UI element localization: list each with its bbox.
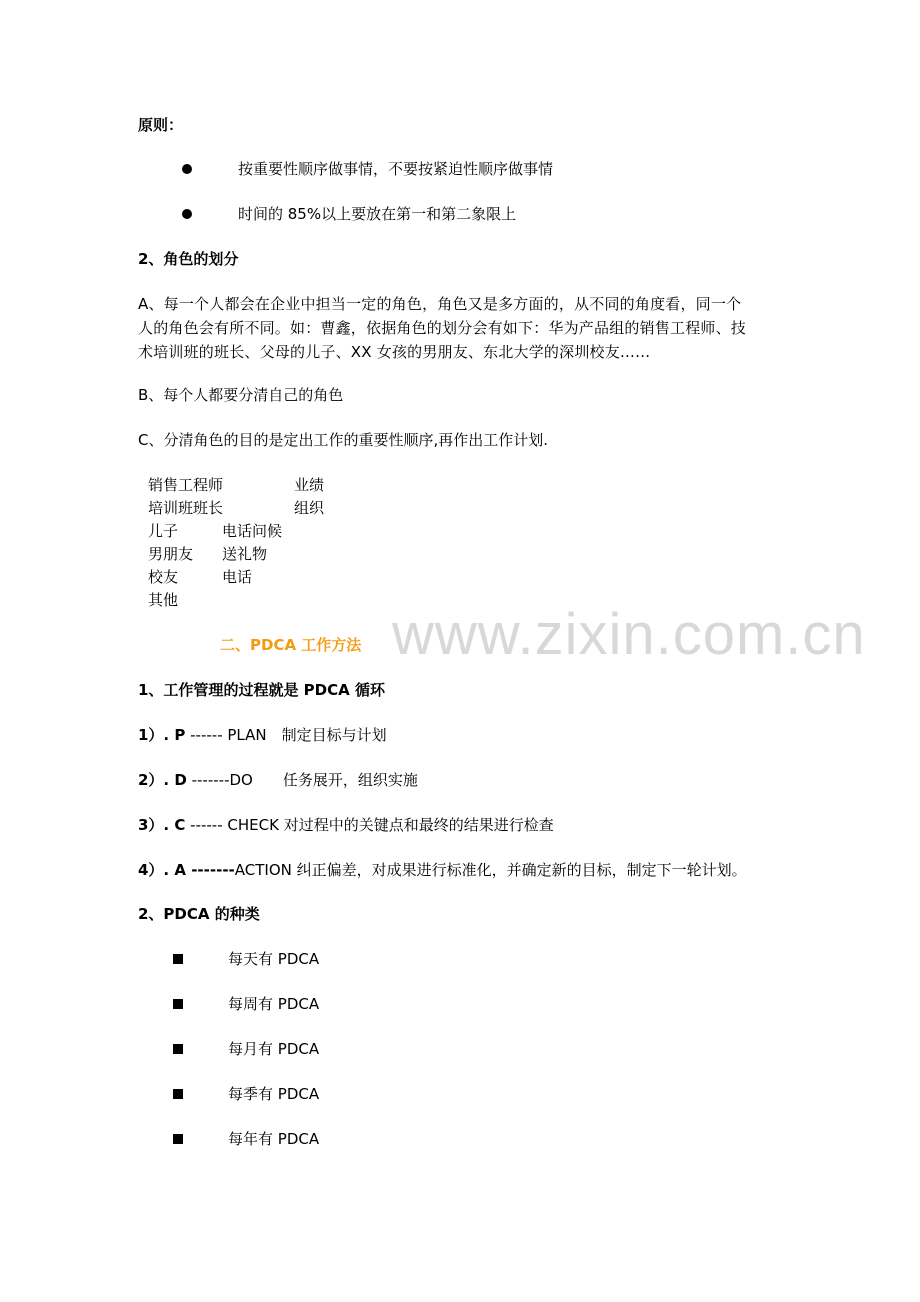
roles-paragraph-b: B、每个人都要分清自己的角色 xyxy=(138,386,344,404)
pdca-step-text: ------ CHECK 对过程中的关键点和最终的结果进行检查 xyxy=(190,816,554,834)
pdca-kind-text: 每年有 PDCA xyxy=(228,1130,320,1148)
role-name: 校友 xyxy=(148,568,179,586)
pdca-kind-bullet xyxy=(173,954,183,964)
pdca-step-prefix: 4）. A ------- xyxy=(138,861,235,879)
role-name: 培训班班长 xyxy=(148,499,224,517)
pdca-kind-text: 每月有 PDCA xyxy=(228,1040,320,1058)
role-name: 儿子 xyxy=(148,522,179,540)
role-name: 销售工程师 xyxy=(148,476,224,494)
pdca-heading-1: 1、工作管理的过程就是 PDCA 循环 xyxy=(138,681,385,699)
role-name: 男朋友 xyxy=(148,545,194,563)
pdca-kind-bullet xyxy=(173,1089,183,1099)
role-task: 送礼物 xyxy=(222,545,268,563)
roles-heading: 2、角色的划分 xyxy=(138,250,239,268)
role-task: 业绩 xyxy=(294,476,325,494)
pdca-kind-text: 每季有 PDCA xyxy=(228,1085,320,1103)
pdca-step-prefix: 2）. D xyxy=(138,771,187,789)
roles-paragraph-c: C、分清角色的目的是定出工作的重要性顺序,再作出工作计划. xyxy=(138,431,549,449)
pdca-step-text: ACTION 纠正偏差，对成果进行标准化，并确定新的目标，制定下一轮计划。 xyxy=(234,861,747,879)
pdca-kind-bullet xyxy=(173,999,183,1009)
role-task: 组织 xyxy=(294,499,325,517)
pdca-step-text: -------DO 任务展开，组织实施 xyxy=(191,771,418,789)
pdca-step-p xyxy=(138,725,387,745)
principles-heading: 原则： xyxy=(138,116,184,134)
pdca-step-a xyxy=(138,860,747,880)
principle-bullet-dot xyxy=(182,164,192,174)
watermark: www.zixin.com.cn xyxy=(392,602,866,667)
pdca-kind-text: 每周有 PDCA xyxy=(228,995,320,1013)
roles-a-line: 人的角色会有所不同。如：曹鑫，依据角色的划分会有如下：华为产品组的销售工程师、技 xyxy=(138,319,747,337)
pdca-kind-bullet xyxy=(173,1134,183,1144)
pdca-step-d xyxy=(138,770,418,790)
pdca-kind-text: 每天有 PDCA xyxy=(228,950,320,968)
pdca-section-title: 二、PDCA 工作方法 xyxy=(220,636,362,654)
pdca-kind-bullet xyxy=(173,1044,183,1054)
roles-a-line: 术培训班的班长、父母的儿子、XX 女孩的男朋友、东北大学的深圳校友…… xyxy=(138,343,651,361)
role-task: 电话 xyxy=(222,568,253,586)
pdca-step-c xyxy=(138,815,554,835)
pdca-step-prefix: 3）. C xyxy=(138,816,186,834)
principle-bullet-text: 时间的 85%以上要放在第一和第二象限上 xyxy=(238,205,517,223)
role-task: 电话问候 xyxy=(222,522,283,540)
pdca-step-text: ------ PLAN 制定目标与计划 xyxy=(190,726,387,744)
role-name: 其他 xyxy=(148,591,179,609)
roles-a-line: A、每一个人都会在企业中担当一定的角色，角色又是多方面的，从不同的角度看，同一个 xyxy=(138,295,742,313)
pdca-heading-2: 2、PDCA 的种类 xyxy=(138,905,260,923)
principle-bullet-dot xyxy=(182,209,192,219)
principle-bullet-text: 按重要性顺序做事情，不要按紧迫性顺序做事情 xyxy=(238,160,554,178)
pdca-step-prefix: 1）. P xyxy=(138,726,186,744)
